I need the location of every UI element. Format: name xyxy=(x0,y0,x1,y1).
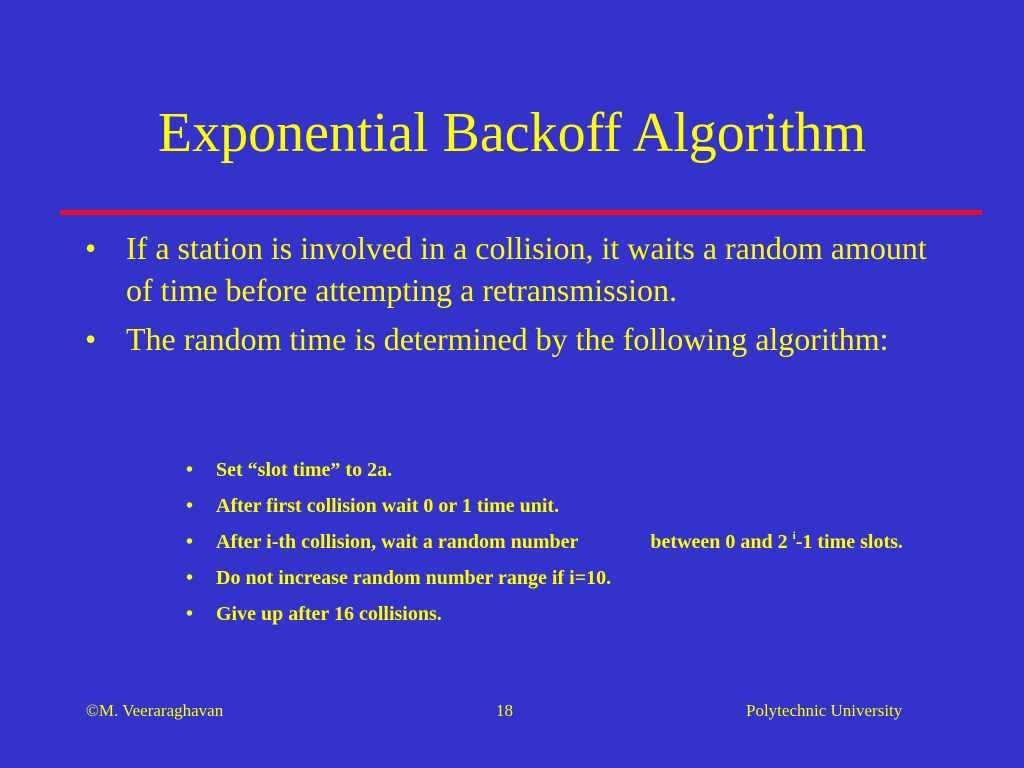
sub-bullet-text: Give up after 16 collisions. xyxy=(216,603,442,625)
bullet-glyph: • xyxy=(186,567,194,589)
sub-bullet-text-part1: After i-th collision, wait a random number xyxy=(216,531,579,553)
title-divider xyxy=(60,210,982,215)
sub-bullet-text: After first collision wait 0 or 1 time unit. xyxy=(216,495,560,517)
footer-institution: Polytechnic University xyxy=(746,701,903,720)
sub-bullet-item xyxy=(186,530,946,554)
sub-bullet-item xyxy=(186,494,946,518)
bullet-item xyxy=(85,318,945,360)
sub-bullet-text-part2: between 0 and 2 xyxy=(650,531,788,553)
bullet-text: The random time is determined by the following algorithm: xyxy=(126,321,889,357)
bullet-glyph: • xyxy=(186,459,194,481)
bullet-glyph: • xyxy=(186,495,194,517)
footer-page-number: 18 xyxy=(496,701,513,720)
bullet-glyph: • xyxy=(186,531,194,553)
slide-title: Exponential Backoff Algorithm xyxy=(157,102,867,164)
sub-bullet-item xyxy=(186,602,946,626)
sub-bullet-text: Do not increase random number range if i=10. xyxy=(216,567,612,589)
footer-author: ©M. Veeraraghavan xyxy=(86,701,224,720)
bullet-glyph: • xyxy=(85,230,97,266)
sub-bullet-list xyxy=(186,458,946,638)
bullet-text: If a station is involved in a collision, it waits a random amount of time before attempting a retransmission. xyxy=(126,230,927,308)
main-bullet-list xyxy=(85,227,945,367)
sub-bullet-item xyxy=(186,458,946,482)
bullet-item xyxy=(85,227,945,311)
sub-bullet-text: Set “slot time” to 2a. xyxy=(216,459,393,481)
sub-bullet-text-part3: -1 time slots. xyxy=(795,531,903,553)
bullet-glyph: • xyxy=(186,603,194,625)
bullet-glyph: • xyxy=(85,321,97,357)
sub-bullet-item xyxy=(186,566,946,590)
exponent: i xyxy=(792,530,796,542)
